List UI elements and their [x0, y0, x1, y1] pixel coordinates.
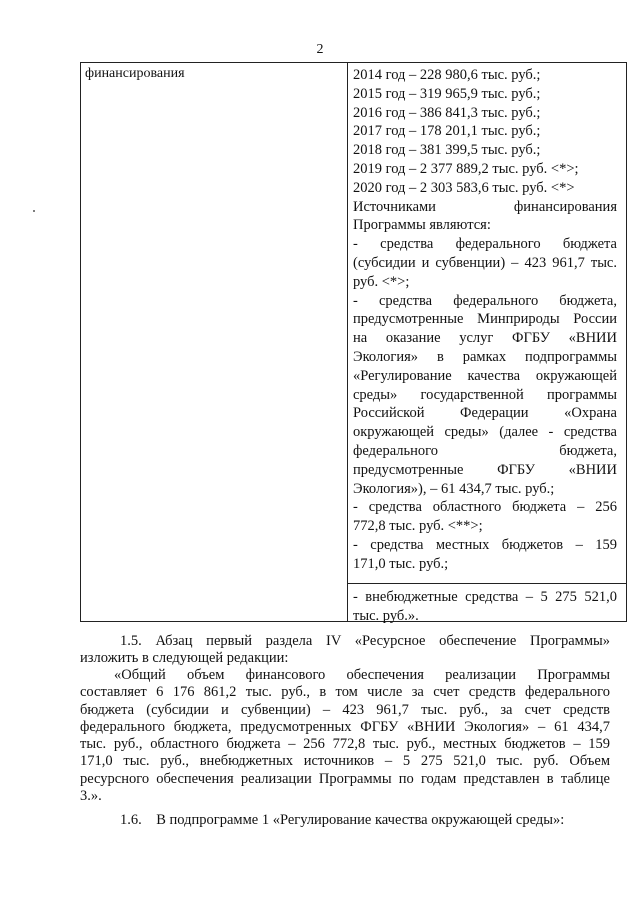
table-line: 2018 год – 381 399,5 тыс. руб.;: [353, 142, 541, 159]
table-line: «Регулирование качества окружающей: [353, 367, 617, 384]
table-line: Российской Федерации «Охрана: [353, 405, 617, 422]
table-line: 2016 год – 386 841,3 тыс. руб.;: [353, 104, 541, 121]
quote-line: 3.».: [80, 788, 102, 805]
quote-line: тыс. руб., областного бюджета – 256 772,8 тыс. руб., местных бюджетов – 159: [80, 736, 610, 753]
table-line: - средства областного бюджета – 256: [353, 499, 617, 516]
table-line: среды» государственной программы: [353, 386, 617, 403]
table-line: тыс. руб.».: [353, 607, 419, 624]
table-line: 772,8 тыс. руб. <**>;: [353, 518, 483, 535]
table-line: - средства федерального бюджета: [353, 236, 617, 253]
table-line: 2017 год – 178 201,1 тыс. руб.;: [353, 123, 541, 140]
table-line: 2014 год – 228 980,6 тыс. руб.;: [353, 67, 541, 83]
table-line: (субсидии и субвенции) – 423 961,7 тыс.: [353, 254, 617, 271]
quote-line: бюджета (субсидии и субвенции) – 423 961,7 тыс. руб., за счет средств: [80, 701, 610, 718]
quote-line: 171,0 тыс. руб., внебюджетных источников – 5 275 521,0 тыс. руб. Объем: [80, 753, 610, 770]
table-line: - средства местных бюджетов – 159: [353, 536, 617, 553]
paragraph-1-6: 1.6. В подпрограмме 1 «Регулирование качества окружающей среды»:: [120, 812, 565, 828]
table-line: Источниками финансирования: [353, 198, 617, 215]
table-line: 2015 год – 319 965,9 тыс. руб.;: [353, 85, 541, 102]
paragraph-1-5: [80, 633, 610, 668]
page-number: 2: [316, 42, 324, 57]
table-line: 171,0 тыс. руб.;: [353, 555, 449, 572]
table-line: Программы являются:: [353, 217, 491, 234]
paragraph-line: 1.5. Абзац первый раздела IV «Ресурсное обеспечение Программы»: [120, 633, 610, 649]
quote-line: ресурсного обеспечения реализации Программы по годам представлен в таблице: [80, 770, 610, 787]
table-line: на оказание услуг ФГБУ «ВНИИ: [353, 330, 617, 347]
paragraph-line: изложить в следующей редакции:: [80, 650, 289, 667]
table-line: предусмотренные Минприроды России: [353, 311, 617, 328]
quote-line: «Общий объем финансового обеспечения реализации Программы: [114, 667, 610, 683]
table-line: Экология» в рамках подпрограммы: [353, 348, 617, 365]
quote-line: составляет 6 176 861,2 тыс. руб., в том числе за счет средств федерального: [80, 684, 610, 701]
table-line: предусмотренные ФГБУ «ВНИИ: [353, 461, 617, 478]
table-line: 2020 год – 2 303 583,6 тыс. руб. <*>: [353, 179, 575, 196]
table-line: - внебюджетные средства – 5 275 521,0: [353, 589, 617, 605]
table-line: - средства федерального бюджета,: [353, 292, 617, 309]
table-last-item: [353, 588, 617, 626]
table-line: окружающей среды» (далее - средства: [353, 424, 617, 441]
quote-block: [80, 667, 610, 805]
table-line: федерального бюджета,: [353, 442, 617, 459]
table-line: Экология»), – 61 434,7 тыс. руб.;: [353, 480, 555, 497]
table-line: руб. <*>;: [353, 273, 410, 290]
table-right-cell: [353, 66, 617, 574]
margin-mark: [33, 210, 35, 212]
table-left-cell: финансирования: [85, 66, 185, 81]
table-column-divider: [347, 63, 348, 621]
table-row-divider: [347, 583, 626, 584]
quote-line: федерального бюджета, предусмотренных ФГБУ «ВНИИ Экология» – 61 434,7: [80, 718, 610, 735]
table-line: 2019 год – 2 377 889,2 тыс. руб. <*>;: [353, 160, 579, 177]
